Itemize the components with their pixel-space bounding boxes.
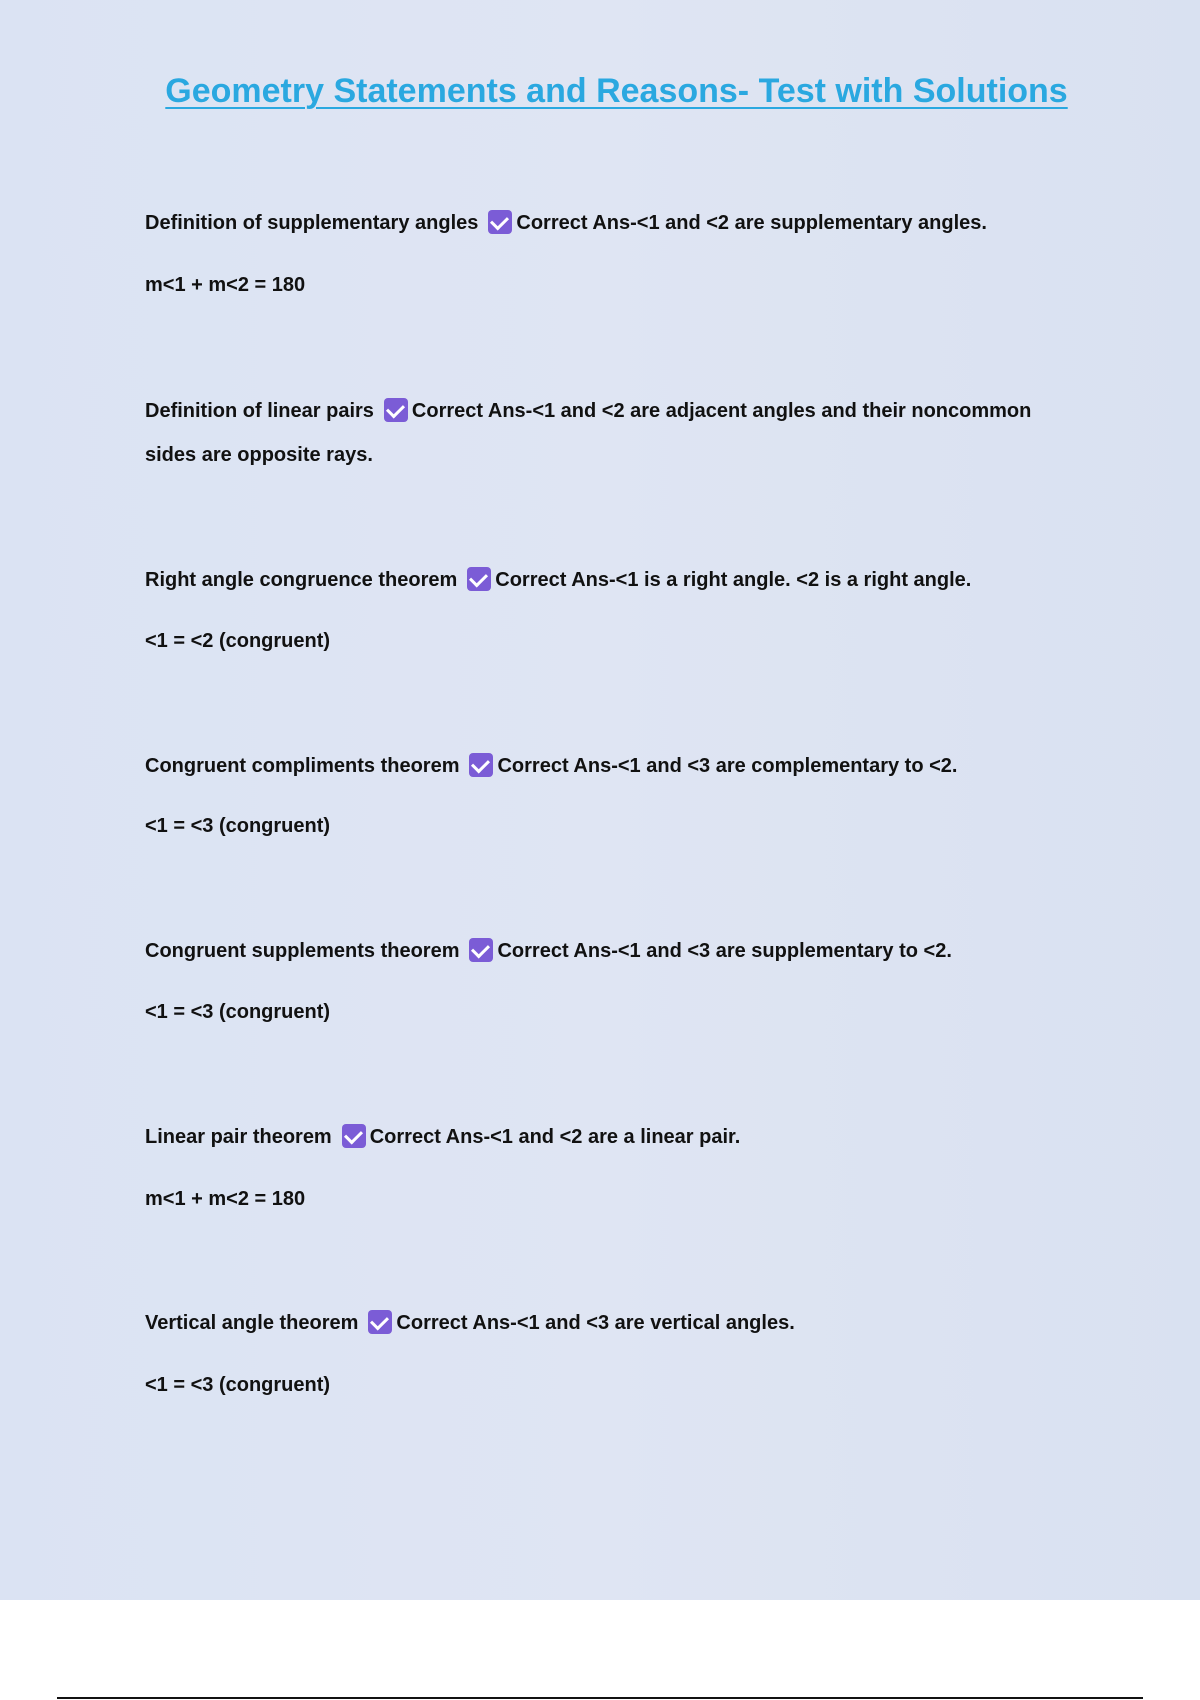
checkbox-checked-icon: [342, 1124, 366, 1148]
qa-item-question: [145, 209, 987, 237]
qa-answer: Correct Ans-<1 and <3 are vertical angles.: [396, 1312, 795, 1334]
qa-item-question: [145, 1309, 795, 1337]
checkbox-checked-icon: [469, 753, 493, 777]
qa-item-question: [145, 397, 1031, 425]
checkbox-checked-icon: [384, 398, 408, 422]
qa-answer: Correct Ans-<1 and <2 are supplementary angles.: [516, 212, 987, 234]
qa-item-question: [145, 1123, 740, 1151]
qa-answer: Correct Ans-<1 is a right angle. <2 is a right angle.: [495, 569, 972, 591]
qa-term: Congruent compliments theorem: [145, 755, 460, 777]
qa-item-continuation: <1 = <3 (congruent): [145, 1001, 331, 1023]
checkbox-checked-icon: [488, 210, 512, 234]
qa-term: Right angle congruence theorem: [145, 569, 458, 591]
qa-answer: Correct Ans-<1 and <2 are adjacent angles and their noncommon: [411, 400, 1032, 422]
qa-answer: Correct Ans-<1 and <2 are a linear pair.: [369, 1126, 741, 1148]
qa-item-continuation: sides are opposite rays.: [145, 444, 373, 466]
qa-term: Definition of supplementary angles: [145, 212, 479, 234]
qa-item-question: [145, 752, 957, 780]
qa-item-question: [145, 566, 971, 594]
qa-item-question: [145, 937, 952, 965]
qa-term: Vertical angle theorem: [145, 1312, 359, 1334]
checkbox-checked-icon: [368, 1310, 392, 1334]
qa-item-continuation: <1 = <3 (congruent): [145, 1374, 331, 1396]
qa-item-continuation: m<1 + m<2 = 180: [145, 274, 306, 296]
footer-divider: [57, 1697, 1143, 1699]
checkbox-checked-icon: [469, 938, 493, 962]
qa-term: Definition of linear pairs: [145, 400, 374, 422]
page-title-link[interactable]: Geometry Statements and Reasons- Test with Solutions: [165, 72, 1068, 110]
qa-item-continuation: m<1 + m<2 = 180: [145, 1188, 306, 1210]
qa-answer: Correct Ans-<1 and <3 are supplementary to <2.: [497, 940, 952, 962]
checkbox-checked-icon: [467, 567, 491, 591]
qa-item-continuation: <1 = <3 (congruent): [145, 815, 331, 837]
qa-term: Linear pair theorem: [145, 1126, 332, 1148]
qa-item-continuation: <1 = <2 (congruent): [145, 630, 331, 652]
qa-term: Congruent supplements theorem: [145, 940, 460, 962]
qa-answer: Correct Ans-<1 and <3 are complementary to <2.: [497, 755, 958, 777]
